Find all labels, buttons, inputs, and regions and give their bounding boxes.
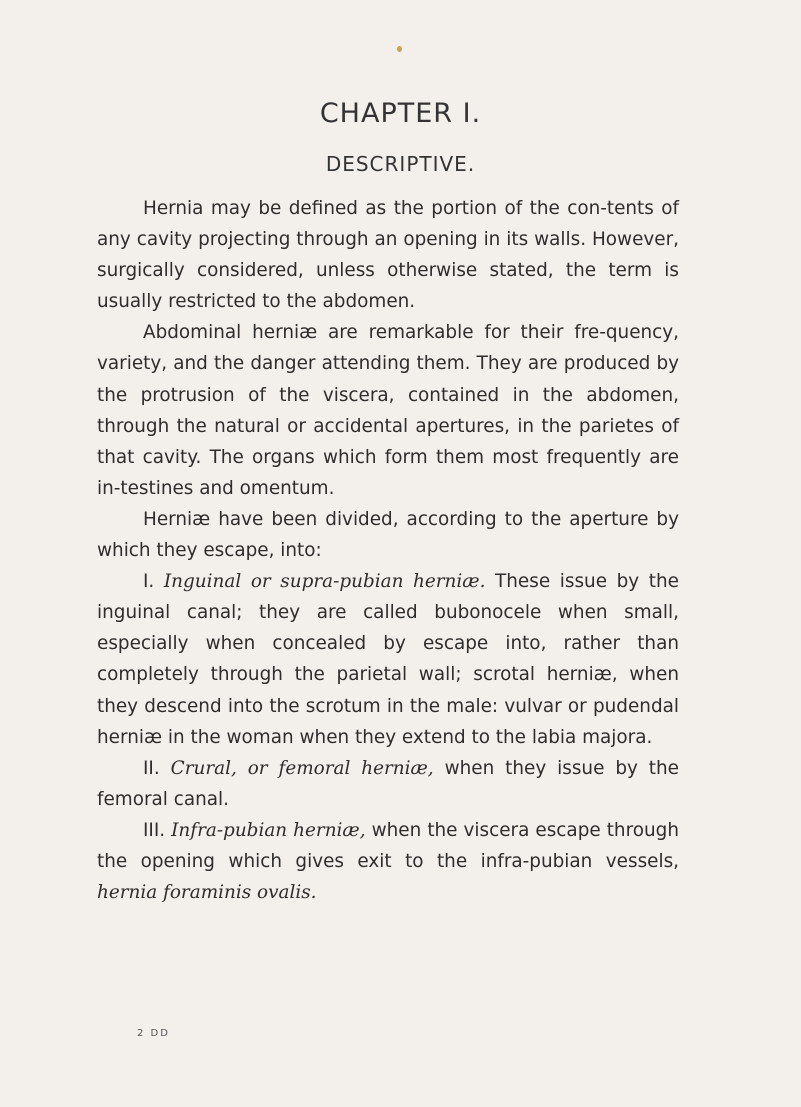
- printer-signature: 2 DD: [137, 1028, 170, 1039]
- list-term: Inguinal or supra-pubian herniæ.: [163, 571, 486, 593]
- paragraph-definition: Hernia may be defined as the portion of the con-tents of any cavity projecting through an opening in its walls. However, surgically considered, unless otherwise stated, the term is usually restricted to the abdomen.: [97, 198, 679, 313]
- list-item-inguinal: [97, 566, 679, 753]
- paper-speck: [397, 46, 402, 52]
- list-numeral: I.: [143, 571, 155, 593]
- list-term: Crural, or femoral herniæ,: [170, 757, 434, 779]
- list-item-infra-pubian: [97, 815, 679, 908]
- section-title: DESCRIPTIVE.: [325, 152, 476, 176]
- list-numeral: II.: [143, 757, 160, 779]
- list-term-latin: hernia foraminis ovalis.: [97, 882, 317, 904]
- list-text: when they issue by the femoral canal.: [97, 757, 679, 810]
- list-item-crural: [97, 753, 679, 815]
- body-text: [97, 193, 679, 908]
- list-text: These issue by the inguinal canal; they are called bubonocele when small, especially when concealed by escape into, rather than completely through the parietal wall; scrotal herniæ, when they descend into the scrotum in the male: vulvar or pudendal herniæ in the woman when they extend to the labia majora.: [97, 571, 679, 748]
- paragraph-abdominal: Abdominal herniæ are remarkable for their fre-quency, variety, and the danger attending them. They are produced by the protrusion of the viscera, contained in the abdomen, through the natural or accidental apertures, in the parietes of that cavity. The organs which form them most frequently are in-testines and omentum.: [97, 322, 679, 499]
- chapter-title: CHAPTER I.: [319, 98, 482, 129]
- list-numeral: III.: [143, 819, 166, 841]
- paragraph-division: Herniæ have been divided, according to the aperture by which they escape, into:: [97, 508, 679, 562]
- list-text: when the viscera escape through the opening which gives exit to the infra-pubian vessels,: [97, 819, 679, 872]
- list-term: Infra-pubian herniæ,: [171, 819, 366, 841]
